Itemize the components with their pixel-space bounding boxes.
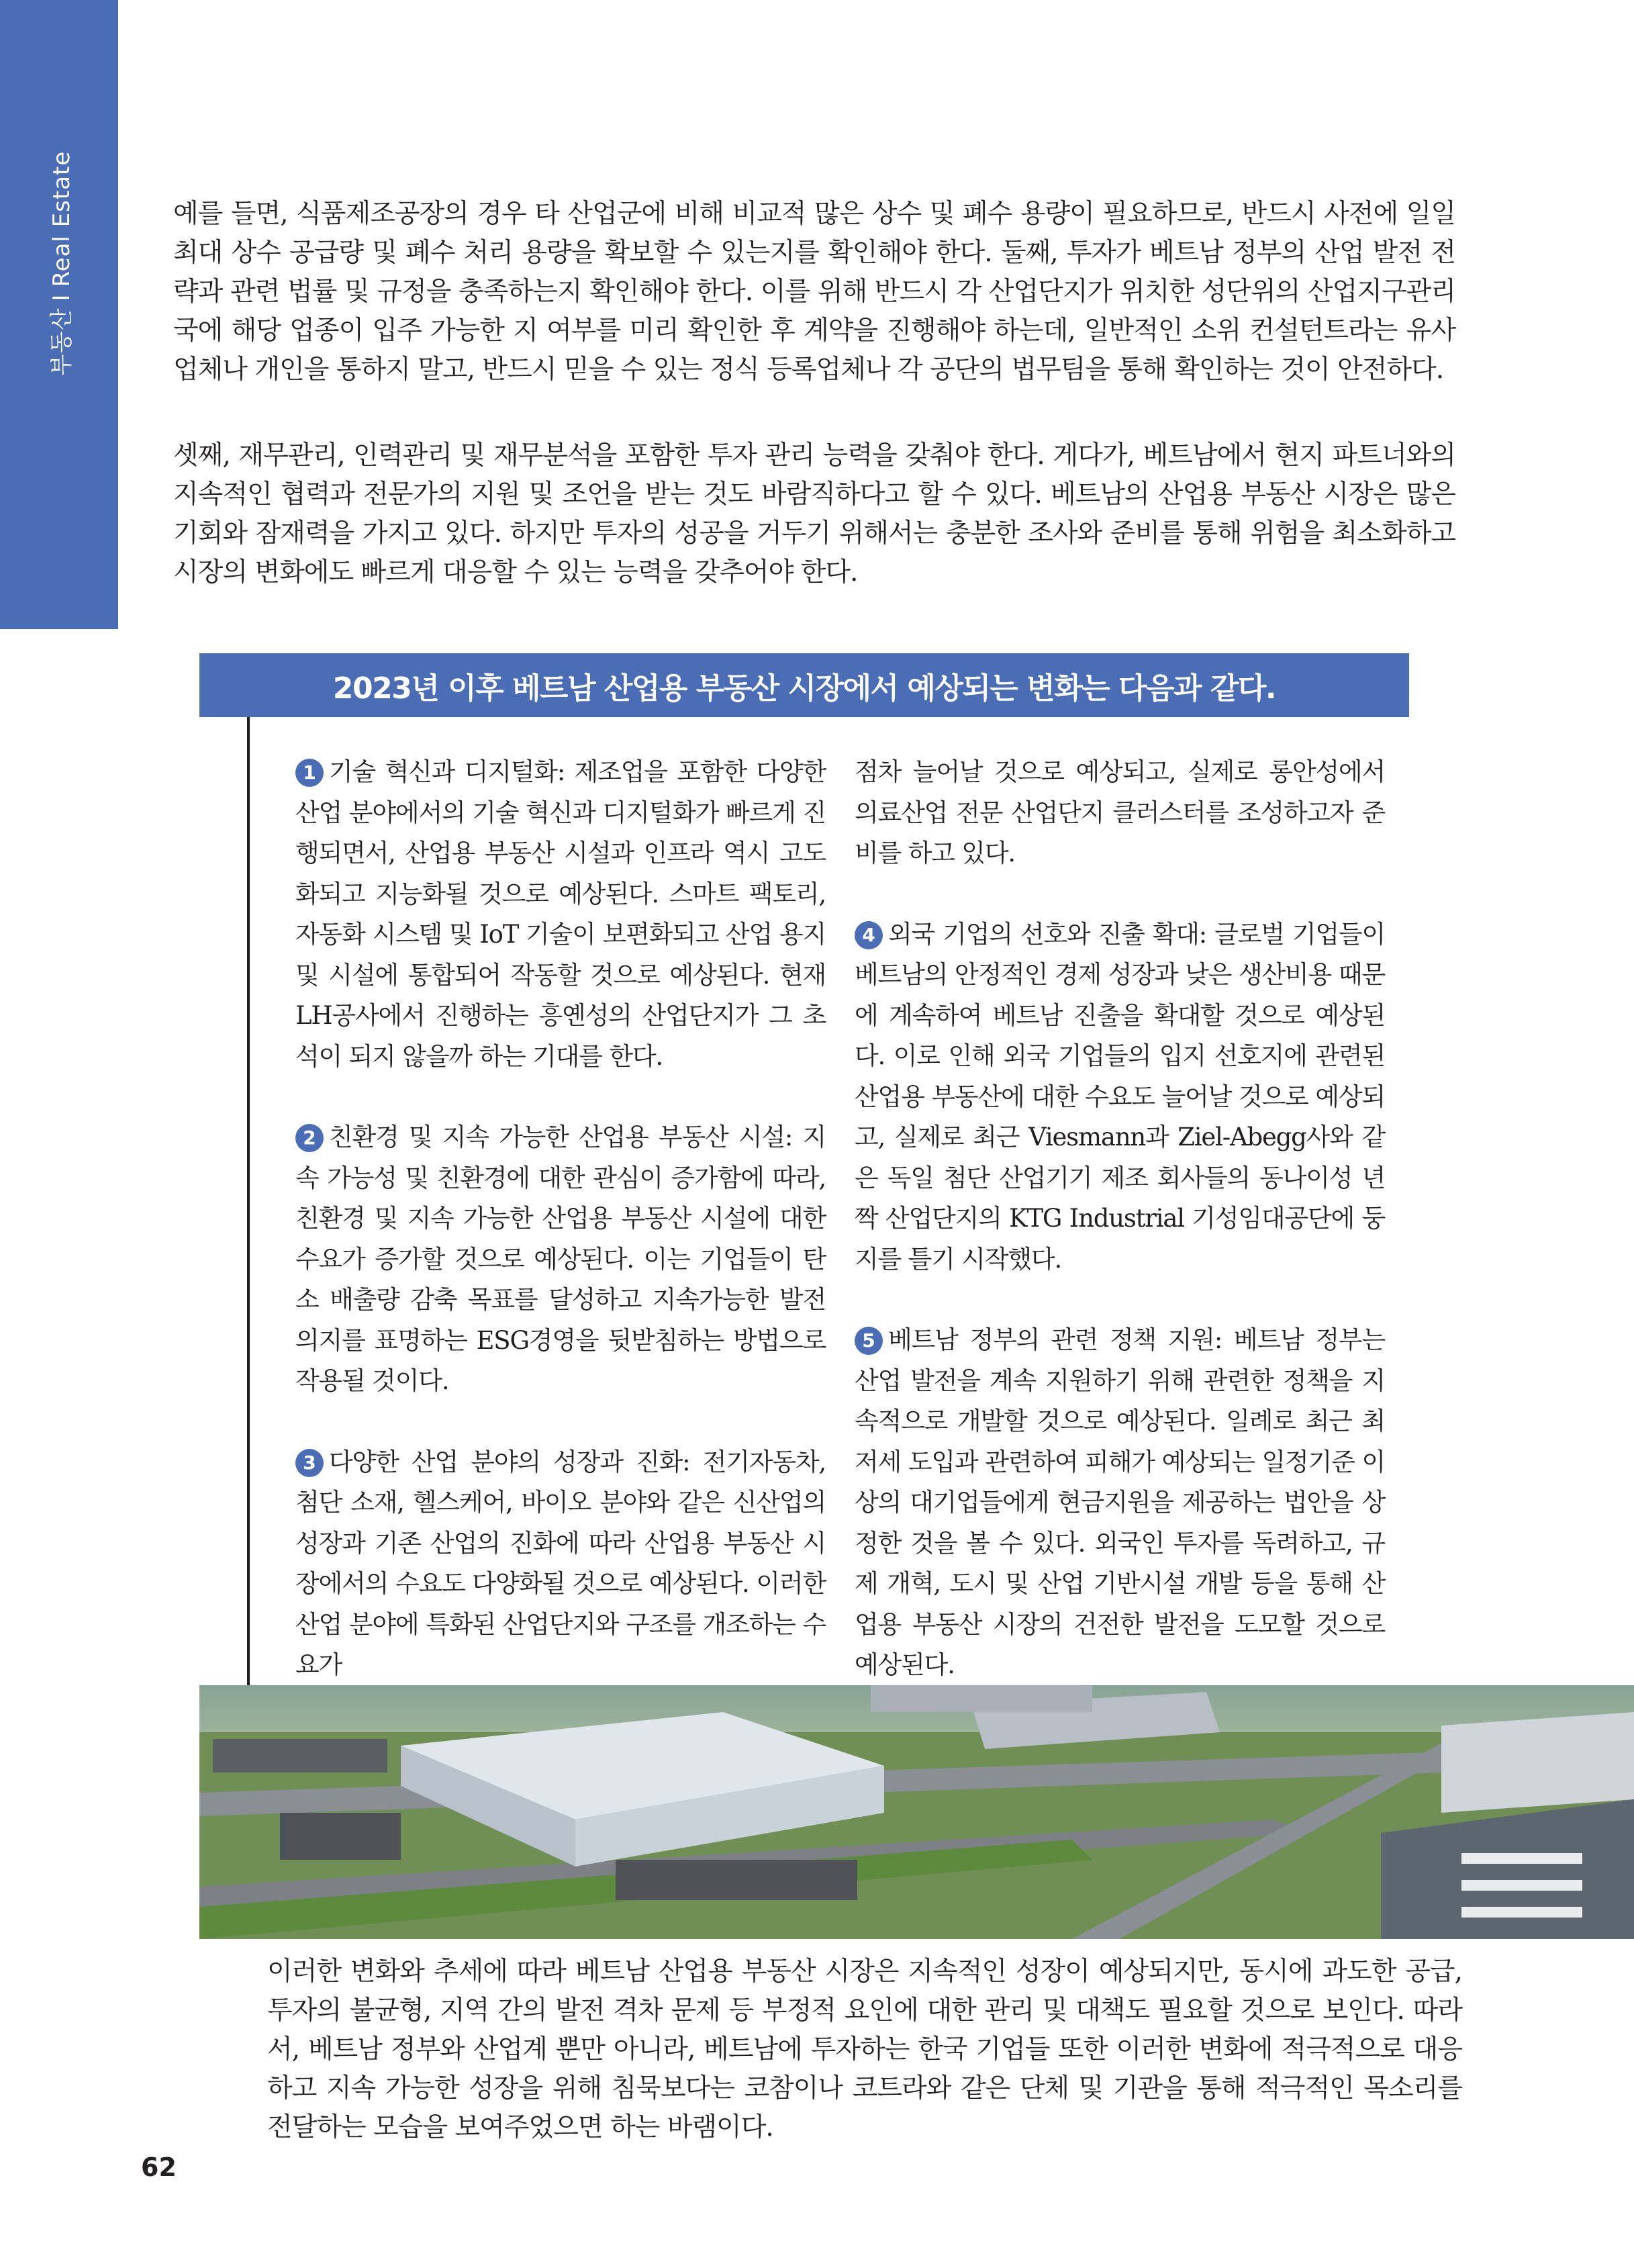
intro-paragraph-2: 셋째, 재무관리, 인력관리 및 재무분석을 포함한 투자 관리 능력을 갖춰야 한다. 게다가, 베트남에서 현지 파트너와의 지속적인 협력과 전문가의 지원 및 조언을 받는 것도 바람직하다고 할 수 있다. 베트남의 산업용 부동산 시장은 많은 기회와 잠재력을 가지고 있다. 하지만 투자의 성공을 거두기 위해서는 충분한 조사와 준비를 통해 위험을 최소화하고 시장의 변화에도 빠르게 대응할 수 있는 능력을 갖추어야 한다.: [173, 440, 1455, 587]
item-number-badge: 1: [295, 759, 324, 787]
item-text: 다양한 산업 분야의 성장과 진화: 전기자동차, 첨단 소재, 헬스케어, 바이오 분야와 같은 신산업의 성장과 기존 산업의 진화에 따라 산업용 부동산 시장에서의 수요도 다양화될 것으로 예상된다. 이러한 산업 분야에 특화된 산업단지와 구조를 개조하는 수요가: [295, 1447, 826, 1679]
list-item: [295, 1442, 826, 1686]
item-text: 외국 기업의 선호와 진출 확대: 글로벌 기업들이 베트남의 안정적인 경제 성장과 낮은 생산비용 때문에 계속하여 베트남 진출을 확대할 것으로 예상된다. 이로 인해 외국 기업들의 입지 선호지에 관련된 산업용 부동산에 대한 수요도 늘어날 것으로 예상되고, 실제로 최근 Viesmann과 Ziel-Abegg사와 같은 독일 첨단 산업기기 제조 회사들의 동나이성 년짝 산업단지의 KTG Industrial 기성임대공단에 둥지를 틀기 시작했다.: [855, 919, 1385, 1274]
item-number-badge: 2: [295, 1124, 324, 1152]
section-label: [43, 151, 76, 376]
section-heading: 2023년 이후 베트남 산업용 부동산 시장에서 예상되는 변화는 다음과 같다.: [199, 653, 1409, 717]
item-number-badge: 4: [855, 921, 883, 949]
list-item: [295, 752, 826, 1077]
item-number-badge: 3: [295, 1449, 324, 1477]
right-column: [855, 752, 1385, 1726]
list-item: [855, 914, 1385, 1280]
list-item: [855, 1320, 1385, 1686]
list-item: [295, 1117, 826, 1402]
section-label-en: Real Estate: [48, 150, 75, 287]
item-text: 친환경 및 지속 가능한 산업용 부동산 시설: 지속 가능성 및 친환경에 대한 관심이 증가함에 따라, 친환경 및 지속 가능한 산업용 부동산 시설에 대한 수요가 증가할 것으로 예상된다. 이는 기업들이 탄소 배출량 감축 목표를 달성하고 지속가능한 발전 의지를 표명하는 ESG경영을 뒷받침하는 방법으로 작용될 것이다.: [295, 1123, 826, 1395]
section-label-ko: 부동산: [48, 308, 75, 376]
intro-paragraph-1: 예를 들면, 식품제조공장의 경우 타 산업군에 비해 비교적 많은 상수 및 폐수 용량이 필요하므로, 반드시 사전에 일일 최대 상수 공급량 및 폐수 처리 용량을 확보할 수 있는지를 확인해야 한다. 둘째, 투자가 베트남 정부의 산업 발전 전략과 관련 법률 및 규정을 충족하는지 확인해야 한다. 이를 위해 반드시 각 산업단지가 위치한 성단위의 산업지구관리국에 해당 업종이 입주 가능한 지 여부를 미리 확인한 후 계약을 진행해야 하는데, 일반적인 소위 컨설턴트라는 유사업체나 개인을 통하지 말고, 반드시 믿을 수 있는 정식 등록업체나 각 공단의 법무팀을 통해 확인하는 것이 안전하다.: [173, 199, 1455, 385]
section-label-separator: I: [48, 293, 75, 301]
industrial-park-photo: [199, 1685, 1634, 1939]
item-text: 기술 혁신과 디지털화: 제조업을 포함한 다양한 산업 분야에서의 기술 혁신과 디지털화가 빠르게 진행되면서, 산업용 부동산 시설과 인프라 역시 고도화되고 지능화될 것으로 예상된다. 스마트 팩토리, 자동화 시스템 및 IoT 기술이 보편화되고 산업 용지 및 시설에 통합되어 작동할 것으로 예상된다. 현재 LH공사에서 진행하는 흥옌성의 산업단지가 그 초석이 되지 않을까 하는 기대를 한다.: [295, 757, 826, 1071]
item-text: 베트남 정부의 관련 정책 지원: 베트남 정부는 산업 발전을 계속 지원하기 위해 관련한 정책을 지속적으로 개발할 것으로 예상된다. 일례로 최근 최저세 도입과 관련하여 피해가 예상되는 일정기준 이상의 대기업들에게 현금지원을 제공하는 법안을 상정한 것을 볼 수 있다. 외국인 투자를 독려하고, 규제 개혁, 도시 및 산업 기반시설 개발 등을 통해 산업용 부동산 시장의 건전한 발전을 도모할 것으로 예상된다.: [855, 1325, 1385, 1679]
left-column: [295, 752, 826, 1726]
list-item-continuation: 점차 늘어날 것으로 예상되고, 실제로 롱안성에서 의료산업 전문 산업단지 클러스터를 조성하고자 준비를 하고 있다.: [855, 757, 1385, 867]
page-number: 62: [141, 2153, 177, 2182]
item-number-badge: 5: [855, 1327, 883, 1355]
closing-paragraph: 이러한 변화와 추세에 따라 베트남 산업용 부동산 시장은 지속적인 성장이 예상되지만, 동시에 과도한 공급, 투자의 불균형, 지역 간의 발전 격차 문제 등 부정적 요인에 대한 관리 및 대책도 필요할 것으로 보인다. 따라서, 베트남 정부와 산업계 뿐만 아니라, 베트남에 투자하는 한국 기업들 또한 이러한 변화에 적극적으로 대응하고 지속 가능한 성장을 위해 침묵보다는 코참이나 코트라와 같은 단체 및 기관을 통해 적극적인 목소리를 전달하는 모습을 보여주었으면 하는 바램이다.: [267, 1956, 1462, 2142]
column-rule: [247, 717, 250, 1685]
